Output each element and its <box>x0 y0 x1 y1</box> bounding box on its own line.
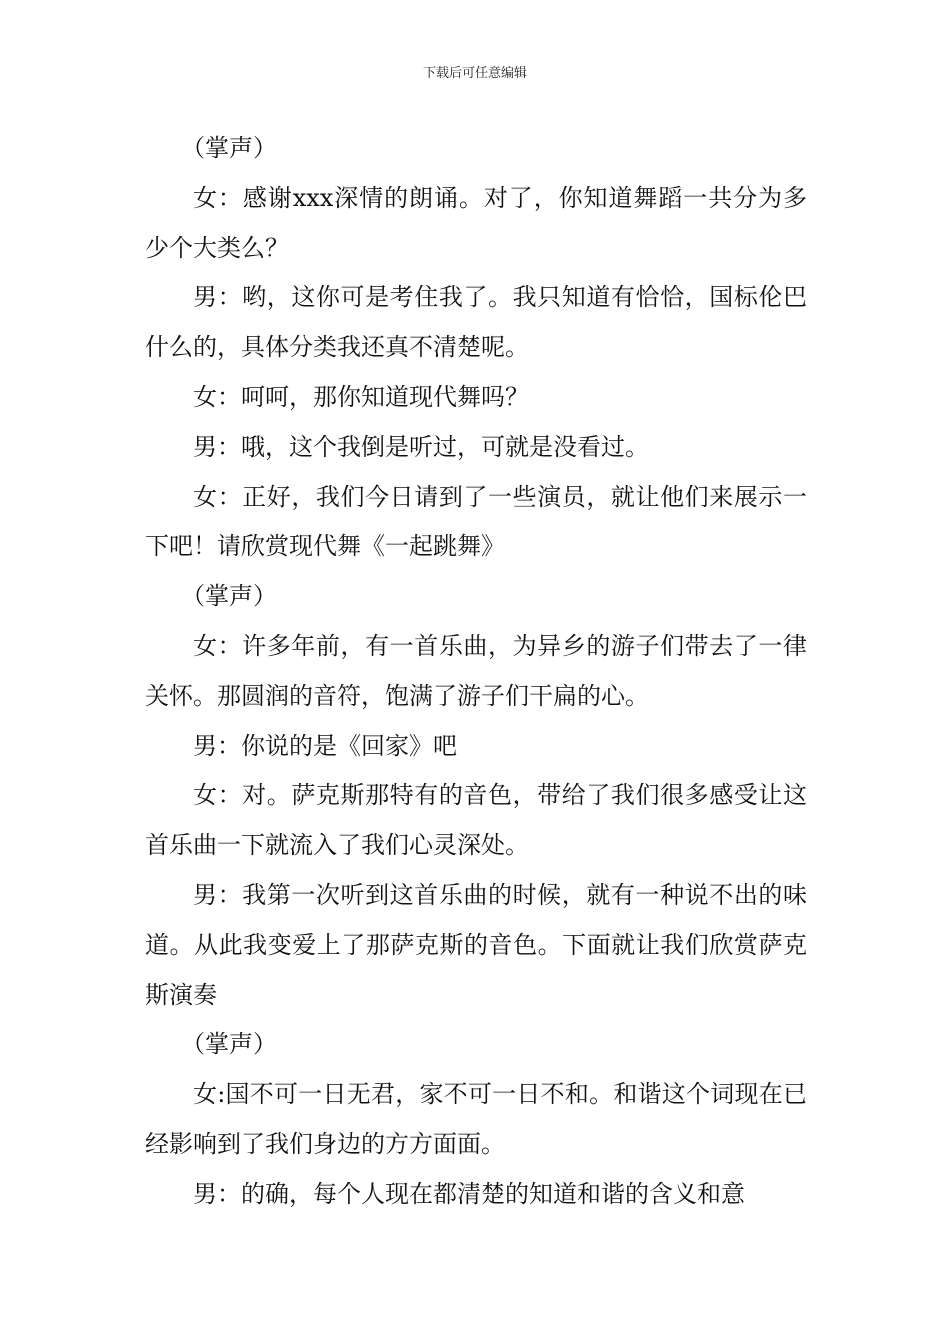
page-header: 下载后可任意编辑 <box>422 66 527 81</box>
dialogue-paragraph: 男：你说的是《回家》吧 <box>193 731 457 760</box>
dialogue-paragraph: 女:国不可一日无君，家不可一日不和。和谐这个词现在已经影响到了我们身边的方方面面。 <box>145 1080 807 1158</box>
dialogue-paragraph: 男：的确，每个人现在都清楚的知道和谐的含义和意 <box>193 1179 745 1208</box>
stage-direction-applause: （掌声） <box>181 1030 277 1059</box>
dialogue-paragraph: 女：对。萨克斯那特有的音色，带给了我们很多感受让这首乐曲一下就流入了我们心灵深处。 <box>145 781 807 860</box>
stage-direction-applause: （掌声） <box>181 134 277 162</box>
stage-direction-applause: （掌声） <box>181 582 277 611</box>
dialogue-paragraph: 女：正好，我们今日请到了一些演员，就让他们来展示一下吧！请欣赏现代舞《一起跳舞》 <box>145 482 807 561</box>
dialogue-paragraph: 男：哟，这你可是考住我了。我只知道有恰恰，国标伦巴什么的，具体分类我还真不清楚呢。 <box>145 283 807 362</box>
document-body <box>145 124 807 1220</box>
dialogue-paragraph: 男：我第一次听到这首乐曲的时候，就有一种说不出的味道。从此我变爱上了那萨克斯的音色。下面就让我们欣赏萨克斯演奏 <box>145 880 807 1009</box>
dialogue-paragraph: 男：哦，这个我倒是听过，可就是没看过。 <box>193 432 649 461</box>
dialogue-paragraph: 女：呵呵，那你知道现代舞吗？ <box>193 382 529 411</box>
dialogue-paragraph: 女：许多年前，有一首乐曲，为异乡的游子们带去了一律关怀。那圆润的音符，饱满了游子们干扁的心。 <box>145 631 807 710</box>
dialogue-paragraph: 女：感谢xxx深情的朗诵。对了，你知道舞蹈一共分为多少个大类么？ <box>145 183 807 262</box>
